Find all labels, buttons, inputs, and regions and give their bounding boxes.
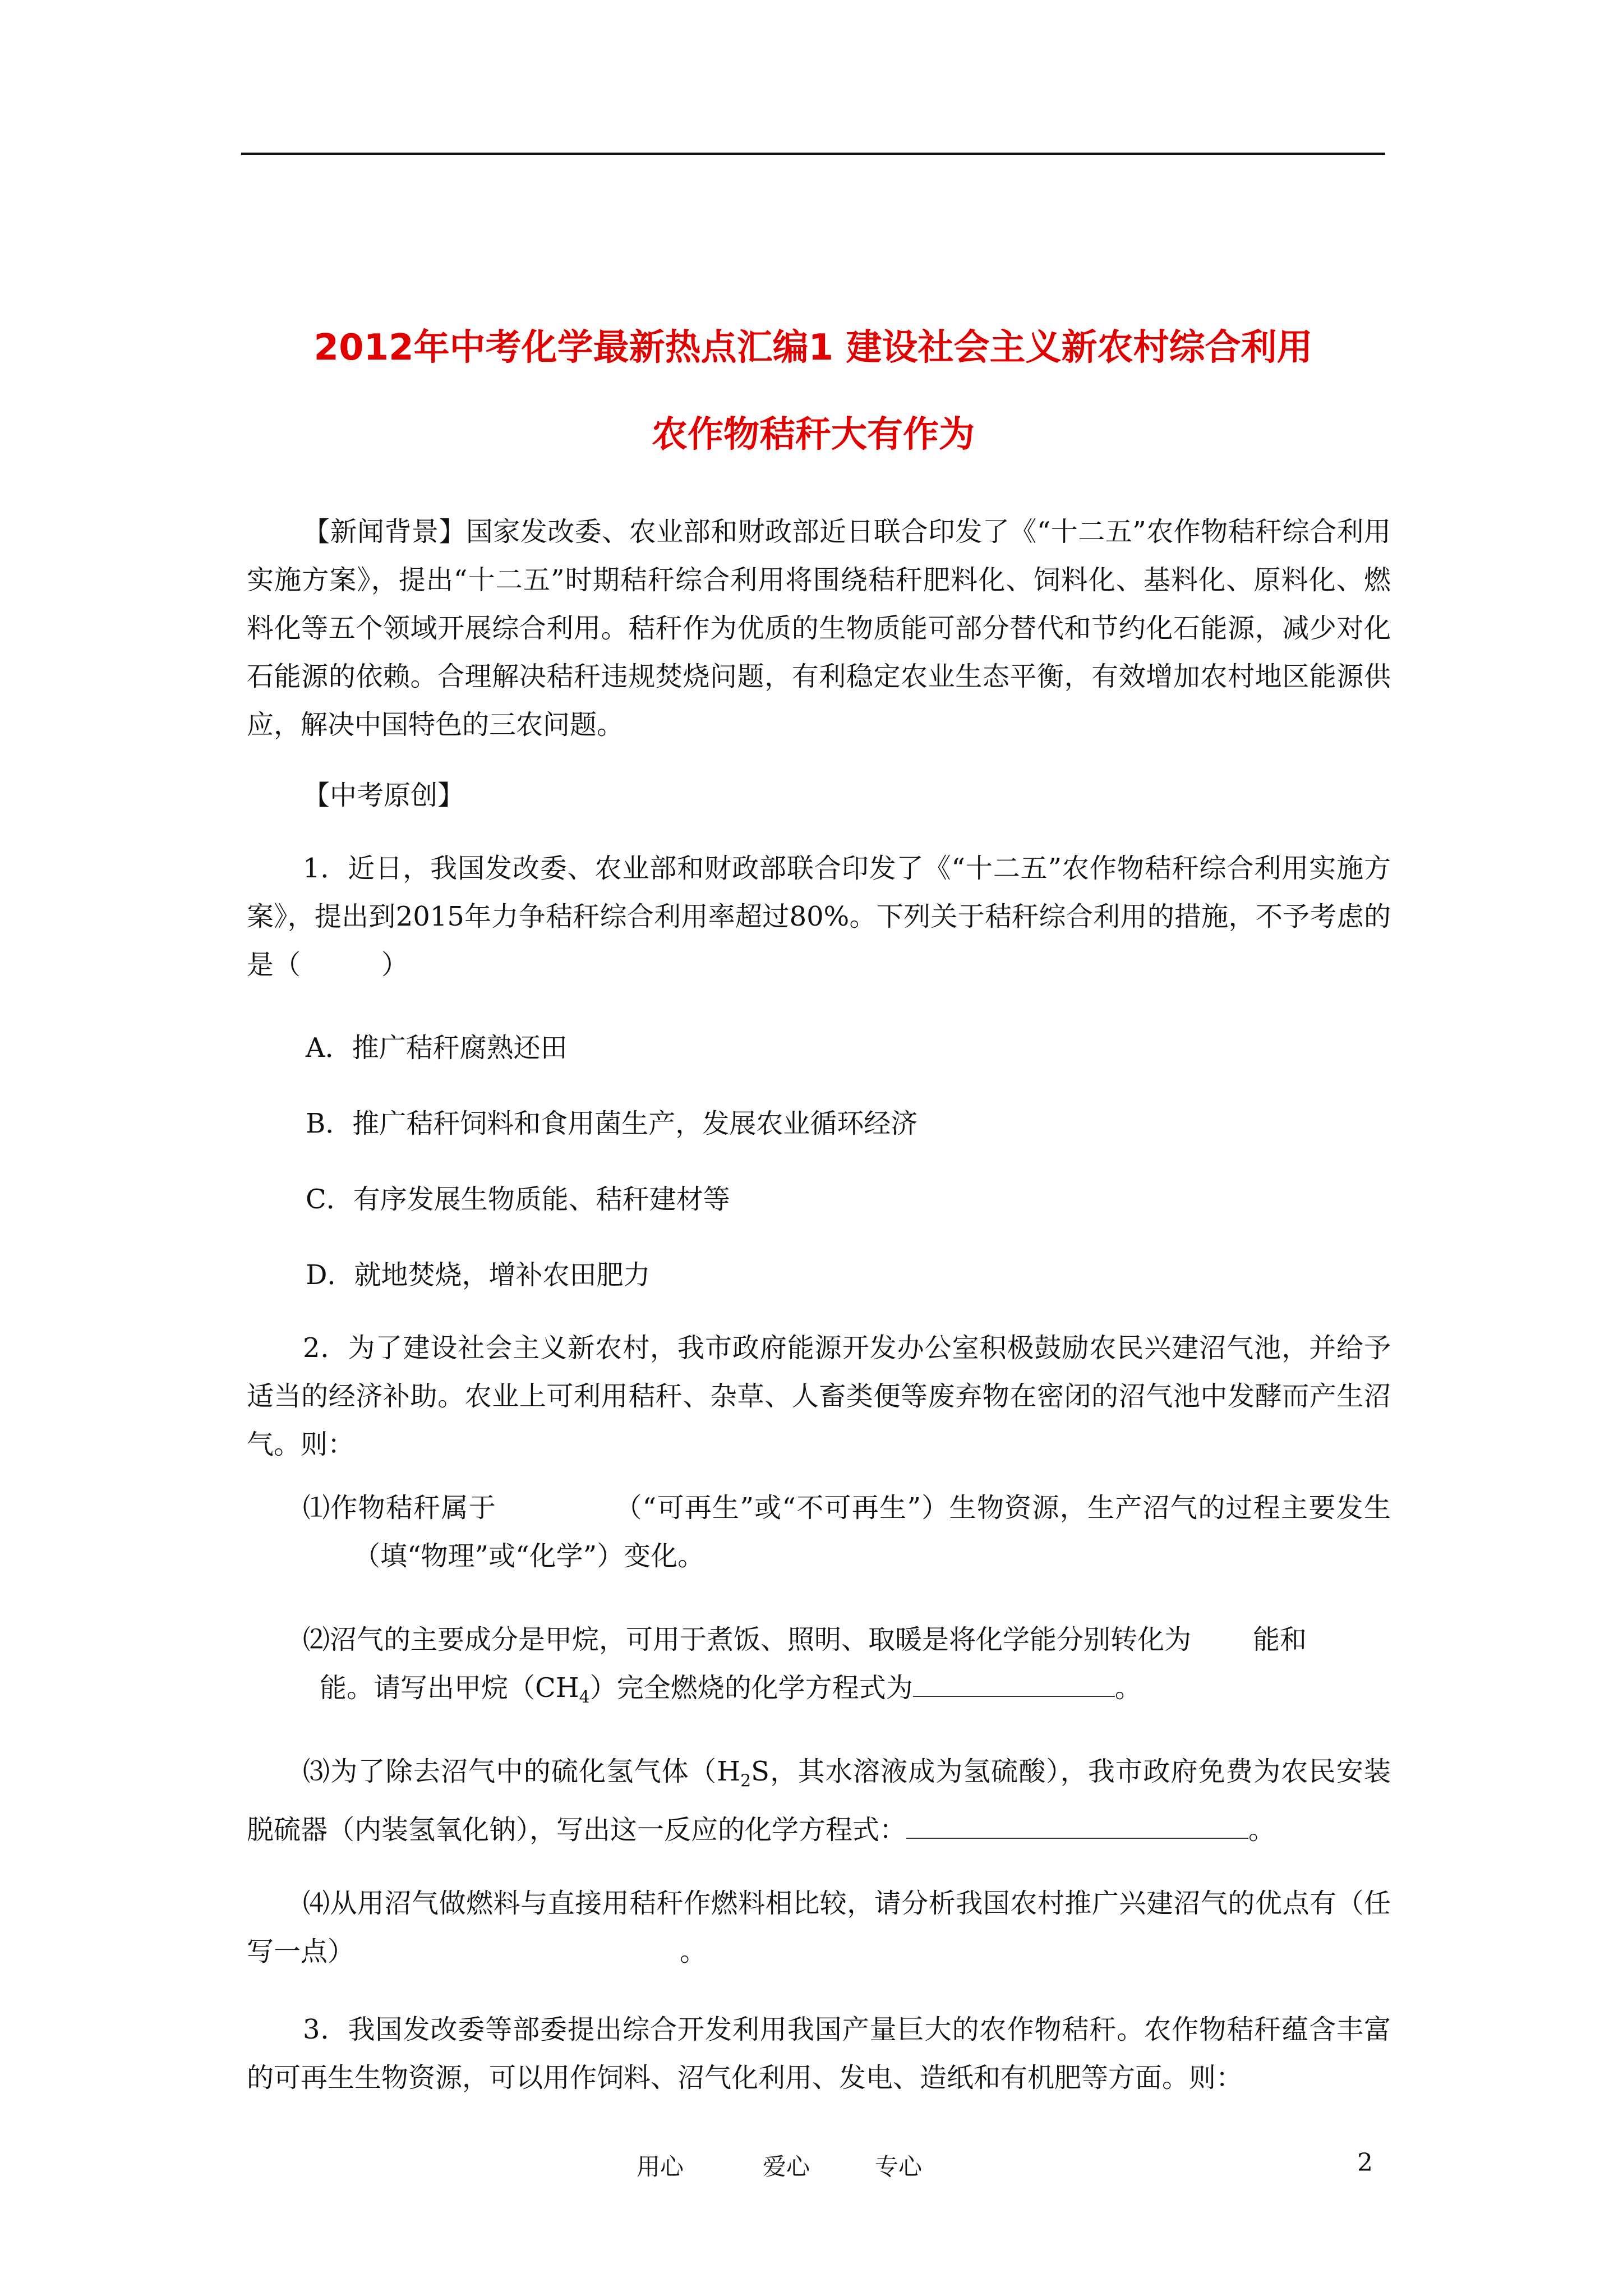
question-1-stem: 1．近日，我国发改委、农业部和财政部联合印发了《“十二五”农作物秸秆综合利用实施方案》，提出到2015年力争秸秆综合利用率超过80%。下列关于秸秆综合利用的措施，不予考虑的是（ ） — [247, 853, 1391, 981]
q1-option-d: D．就地焚烧，增补农田肥力 — [306, 1259, 651, 1291]
header-rule — [241, 153, 1385, 155]
title-line-2: 农作物秸秆大有作为 — [652, 414, 975, 455]
q2-p2-text-c: 能。请写出甲烷（CH — [320, 1672, 579, 1704]
question-3-stem: 3．我国发改委等部委提出综合开发利用我国产量巨大的农作物秸秆。农作物秸秆蕴含丰富的可再生生物资源，可以用作饲料、沼气化利用、发电、造纸和有机肥等方面。则： — [247, 2014, 1391, 2093]
q2-p3-text-b: S，其水溶液成为氢硫酸），我市政府免费为农民安装脱硫器（内装氢氧化钠），写出这一反应的化学方程式： — [247, 1756, 1391, 1846]
q1-option-b: B．推广秸秆饲料和食用菌生产，发展农业循环经济 — [306, 1108, 918, 1139]
q2-p2-subscript: 4 — [579, 1687, 590, 1708]
title-line-1: 2012年中考化学最新热点汇编1 建设社会主义新农村综合利用 — [313, 327, 1313, 369]
q2-p4-text-b: 。 — [680, 1936, 707, 1967]
q2-p3-text-c: 。 — [1248, 1814, 1276, 1846]
question-2-stem: 2．为了建设社会主义新农村，我市政府能源开发办公室积极鼓励农民兴建沼气池，并给予适当的经济补助。农业上可利用秸秆、杂草、人畜类便等废弃物在密闭的沼气池中发酵而产生沼气。则： — [247, 1332, 1391, 1460]
section-heading: 【中考原创】 — [303, 780, 465, 811]
q2-p4-text-a: ⑷从用沼气做燃料与直接用秸秆作燃料相比较，请分析我国农村推广兴建沼气的优点有（任写一点） — [247, 1888, 1391, 1967]
q2-p2-text-b: 能和 — [1253, 1624, 1307, 1655]
footer-text-1: 用心 — [637, 2153, 684, 2180]
q2-p2-text-e: 。 — [1114, 1672, 1142, 1704]
page-number: 2 — [1357, 2148, 1373, 2177]
q2-p1-text-b: （“可再生”或“不可再生”）生物资源，生产沼气的过程主要发生 — [614, 1492, 1391, 1524]
q2-part-3 — [247, 1747, 1391, 1854]
q2-p3-text-a: ⑶为了除去沼气中的硫化氢气体（H — [303, 1756, 741, 1787]
q2-p2-text-d: ）完全燃烧的化学方程式为 — [589, 1672, 913, 1704]
q2-p3-subscript: 2 — [740, 1771, 751, 1791]
q2-p3-answer-line[interactable] — [906, 1811, 1248, 1839]
footer-text-3: 专心 — [875, 2153, 923, 2180]
q2-part-2 — [247, 1616, 1391, 1722]
q2-p2-answer-line[interactable] — [913, 1669, 1115, 1697]
q2-p1-text-c: （填“物理”或“化学”）变化。 — [353, 1540, 705, 1572]
news-background: 【新闻背景】国家发改委、农业部和财政部近日联合印发了《“十二五”农作物秸秆综合利用实施方案》，提出“十二五”时期秸秆综合利用将围绕秸秆肥料化、饲料化、基料化、原料化、燃料化等五个领域开展综合利用。秸秆作为优质的生物质能可部分替代和节约化石能源，减少对化石能源的依赖。合理解决秸秆违规焚烧问题，有利稳定农业生态平衡，有效增加农村地区能源供应，解决中国特色的三农问题。 — [247, 516, 1391, 740]
q2-p1-text-a: ⑴作物秸秆属于 — [303, 1492, 497, 1524]
q2-part-1 — [247, 1484, 1391, 1580]
q2-p2-text-a: ⑵沼气的主要成分是甲烷，可用于煮饭、照明、取暖是将化学能分别转化为 — [303, 1624, 1192, 1655]
footer-text-2: 爱心 — [763, 2153, 810, 2180]
q1-option-c: C．有序发展生物质能、秸秆建材等 — [306, 1184, 730, 1215]
q1-option-a: A．推广秸秆腐熟还田 — [306, 1032, 568, 1064]
q2-part-4 — [247, 1879, 1391, 1976]
